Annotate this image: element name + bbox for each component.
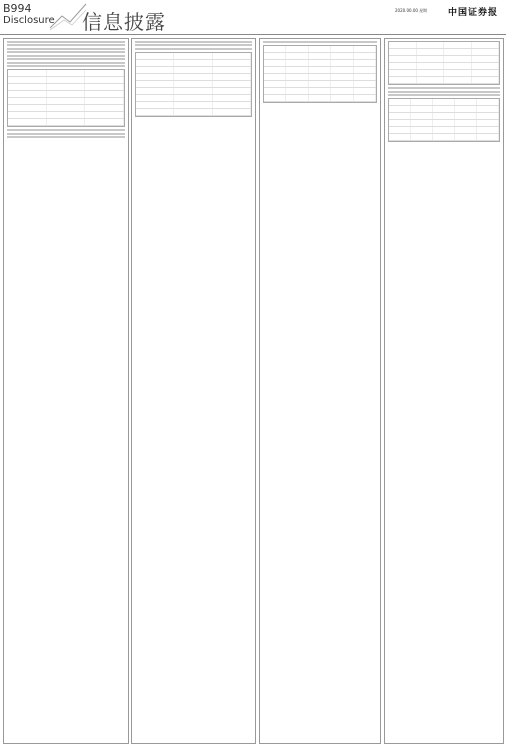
header-rule [0, 34, 506, 35]
disclosure-table-1 [7, 69, 125, 127]
column-1 [3, 38, 129, 744]
page-number: B994 [3, 2, 32, 15]
column-4 [384, 38, 504, 744]
issue-date: 2020.00.00 星期 [395, 8, 428, 13]
section-english: Disclosure [3, 15, 55, 26]
column-3 [259, 38, 381, 744]
section-chinese: 信息披露 [82, 10, 166, 34]
disclosure-table-3 [263, 45, 377, 103]
column-2 [131, 38, 256, 744]
disclosure-table-4 [388, 41, 500, 85]
disclosure-table-2 [135, 52, 252, 117]
newspaper-logo: 中国证券报 [448, 8, 499, 18]
masthead [0, 0, 506, 34]
disclosure-table-5 [388, 98, 500, 142]
